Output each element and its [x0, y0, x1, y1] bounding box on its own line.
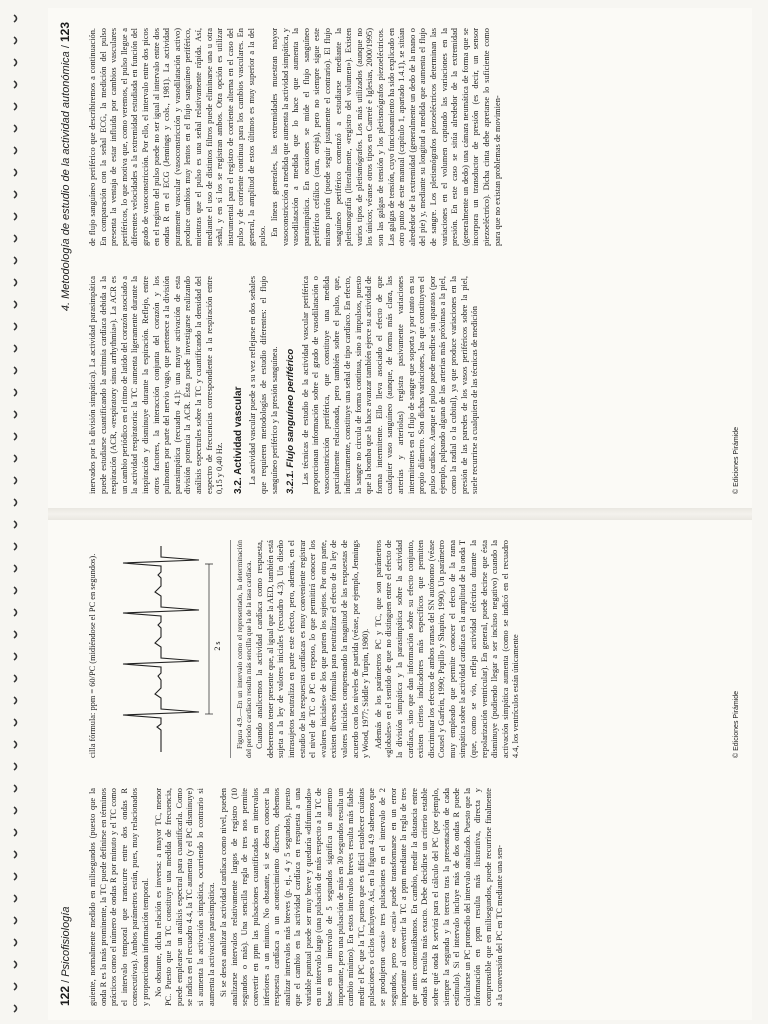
- book-gutter: [48, 508, 752, 520]
- paragraph: cilla fórmula: ppm = 60/PC (midiéndose el PC en segundos).: [88, 553, 97, 758]
- binding-ring: [13, 806, 19, 815]
- binding-ring: [13, 432, 19, 441]
- paragraph: Si se desea analizar la actividad cardíaca como nivel, pueden analizarse intervalos relativamente largos de registro (10 segundos o más). Una sencilla regla de tres nos permite convertir en ppm las pulsaciones cuantificadas en intervalos inferiores a un minuto. No obstante, si se desea conocer la respuesta cardíaca a un acontecimiento discreto, debemos analizar intervalos más breves (p. ej., 4 y 5 segundos), puesto que el cambio en la actividad cardíaca en respuesta a una variable puntual puede ser muy breve y quedaría «difuminado» en un intervalo largo (una pulsación de más respecto a la TC de base en un intervalo de 5 segundos significa un aumento importante, pero una pulsación de más en 30 segundos resulta un cambio mínimo). En estos intervalos breves resulta más fiable medir el PC que la TC, puesto que es difícil establecer cuántas pulsaciones o ciclos incluyen. Así, en la figura 4.9 sabemos que se produjeron «casi» tres pulsaciones en el intervalo de 2 segundos, pero ese «casi» puede transformarse en un error importante al convertir la TC a ppm mediante la regla de tres que antes comentábamos. En cambio, medir la distancia entre ondas R resulta más exacto. Debe decidirse un criterio estable sobre qué onda R servirá para el cálculo del PC (por ejemplo, siempre la segunda y la tercera tras la presentación de cada estímulo). Si el intervalo incluye más de dos ondas R puede calcularse un PC promedio del intervalo analizado. Puesto que la información en ppm resulta más ilustrativa, directa y comprensible que en milisegundos, puede recurrirse finalmente a la conversión del PC en TC mediante una sen-: [219, 788, 504, 1006]
- chapter-title-header: 4. Metodología de estudio de la actividad autonómica: [60, 51, 72, 312]
- binding-ring: [13, 146, 19, 155]
- binding-ring: [13, 278, 19, 287]
- left-page: [48, 520, 752, 1020]
- page-number: 122: [58, 985, 72, 1006]
- left-column-2: [88, 540, 524, 758]
- left-column-1: [88, 788, 507, 1006]
- binding-ring: [13, 476, 19, 485]
- page-number: 123: [58, 22, 72, 43]
- left-footer: © Ediciones Pirámide: [733, 690, 740, 758]
- binding-ring: [13, 630, 19, 639]
- binding-ring: [13, 190, 19, 199]
- binding-ring: [13, 212, 19, 221]
- binding-ring: [13, 740, 19, 749]
- subsection-heading: 3.2.1. Flujo sanguíneo periférico: [285, 348, 297, 494]
- binding-ring: [13, 344, 19, 353]
- binding-ring: [13, 938, 19, 947]
- binding-ring: [13, 520, 19, 529]
- binding-ring: [13, 652, 19, 661]
- binding-ring: [13, 14, 19, 23]
- figure-caption: Figura 4.9.—En un intervalo como el representado, la determinación del periodo cardíaco resulta más sencilla que la de la tasa cardíaca.: [235, 540, 254, 758]
- binding-ring: [13, 410, 19, 419]
- binding-ring: [13, 454, 19, 463]
- binding-ring: [13, 960, 19, 969]
- paragraph: En líneas generales, las extremidades muestran mayor vasoconstricción a medida que aumenta la actividad simpática, y vasodilatación a medida que lo hace que aumenta la parasimpática. En ocasiones se mide el flujo sanguíneo periférico cefálico (cara, oreja), pero no siempre sigue este mismo patrón (puede seguir justamente el contrario). El flujo sanguíneo periférico comenzó a estudiarse mediante la pletismografía (literalmente, «registro del volumen»). Existen varios tipos de pletismógrafos. Los más utilizados (aunque no los únicos; véanse otros tipos en Carreté e Iglesias, 2000/1995) son las galgas de tensión y los pletismógrafos piezoeléctricos. Las galgas de tensión, cuyo funcionamiento ha sido explicado en otro punto de este manual (capítulo 1, apartado 1.4.1), se sitúan alrededor de la extremidad (generalmente un dedo de la mano o del pie) y, mediante su longitud a medida que aumenta el flujo de sangre. Los pletismógrafos piezoeléctricos determinan las variaciones en el volumen captando las variaciones en la presión. En este caso se sitúa alrededor de la extremidad (generalmente un dedo) una cámara neumática de forma que se incorpora un transductor de presión (es decir, un sensor piezoeléctrico). Dicha cinta debe apretarse lo suficiente como para que no existan problemas de movimien-: [270, 28, 502, 246]
- binding-ring: [13, 102, 19, 111]
- binding-ring: [13, 256, 19, 265]
- binding-ring: [13, 498, 19, 507]
- binding-ring: [13, 168, 19, 177]
- section-heading: 3.2. Actividad vascular: [232, 386, 244, 494]
- paragraph: guiente, normalmente medido en milisegundos (puesto que la onda R es la más prominente, la TC puede definirse en términos prácticos como el número de ondas R por minuto y el TC como el intervalo temporal que transcurre entre dos ondas R consecutivas). Ambos parámetros están, pues, muy relacionados y proporcionan información temporal.: [88, 788, 150, 1006]
- figure-ecg: [103, 540, 232, 758]
- binding-ring: [13, 674, 19, 683]
- left-running-head: 122 / Psicofisiología: [58, 906, 72, 1006]
- binding-ring: [13, 300, 19, 309]
- book-title-header: Psicofisiología: [60, 906, 72, 977]
- binding-ring: [13, 916, 19, 925]
- binding-ring: [13, 564, 19, 573]
- paragraph: de flujo sanguíneo periférico que describiremos a continuación. En comparación con la señal ECG, la medición del pulso presenta la ventaja de estar influida por cambios vasculares periféricos, lo que motiva que, como veremos, el pulso llegue a diferentes velocidades a la extremidad estudiada en función del grado de vasoconstricción. Por ello, el intervalo entre dos picos en el registro del pulso puede no ser igual al intervalo entre dos ondas R en el ECG (Jennings y cols., 1981). La actividad puramente vascular (vasoconstricción y vasodilatación activo) produce cambios muy lentos en el flujo sanguíneo periférico, mientras que el pulso es una señal relativamente rápida. Así, mediante el uso de distintos filtros puede eliminarse una u otra señal, y en sí los se registran ambos. Otra opción es utilizar instrumental para el registro de corriente alterna en el caso del pulso y de corriente continua para los cambios vasculares. En general, la amplitud de estos últimos es muy superior a la del pulso.: [88, 28, 267, 246]
- binding-ring: [13, 784, 19, 793]
- binding-ring: [13, 542, 19, 551]
- right-page: [48, 8, 752, 508]
- binding-ring: [13, 36, 19, 45]
- binding-ring: [13, 982, 19, 991]
- binding-ring: [13, 124, 19, 133]
- ecg-trace-figure: [103, 540, 223, 758]
- binding-ring: [13, 828, 19, 837]
- paragraph: No obstante, dicha relación es inversa: a mayor TC, menor PC. Puesto que la TC constituye una medida de frecuencia, puede emplearse un análisis espectral para cuantificarla. Como se indica en el recuadro 4.4, la TC aumenta (y el PC disminuye) si aumenta la activación simpática, ocurriendo lo contrario si aumenta la activación parasimpática.: [153, 788, 216, 1006]
- binding-ring: [13, 608, 19, 617]
- binding-ring: [13, 80, 19, 89]
- time-scale-label: 2 s: [212, 641, 222, 651]
- binding-ring: [13, 234, 19, 243]
- binding-ring: [13, 1004, 19, 1013]
- binding-ring: [13, 762, 19, 771]
- right-footer: © Ediciones Pirámide: [733, 426, 740, 494]
- right-running-head: 4. Metodología de estudio de la actividad autonómica / 123: [58, 22, 72, 312]
- book-spread: [48, 8, 752, 1020]
- binding-ring: [13, 366, 19, 375]
- paragraph: Cuando analicemos la actividad cardíaca como respuesta, deberemos tener presente que, al igual que la AED, también está sujeta a la ley de valores iniciales (recuadro 4.3). Un diseño intrasujetos neutraliza en parte este efecto, pero, además, en el estudio de las respuestas cardíacas es muy conveniente registrar el nivel de TC o PC en reposo, lo que permitirá conocer los «valores iniciales» de los que parten los sujetos. Por otra parte, existen diversas fórmulas para neutralizar el efecto de la ley de valores iniciales compensando la magnitud de las respuestas de acuerdo con los niveles de partida (véase, por ejemplo, Jennings y Wood, 1977; Siddle y Turpin, 1980).: [255, 540, 371, 758]
- paragraph: Además de los parámetros PC y TC, que son parámetros «globales» en el sentido de que no distinguen entre el efecto de la división simpática y la parasimpática sobre la actividad cardíaca, sino que dan información sobre su efecto conjunto, existen ciertos indicadores más específicos que permiten discriminar los efectos de ambos ramas del SN autónomo (véase Cousel y Garfein, 1990; Papillo y Shapiro, 1990). Un parámetro muy empleado que permite conocer el efecto de la rama simpática sobre la actividad cardíaca es la amplitud de la onda T (que, como se vio, refleja actividad eléctrica durante la repolarización ventricular). En general, puede decirse que ésta disminuye (pudiendo llegar a ser incluso negativo) cuando la activación simpática aumenta (como se indicó en el recuadro 4.4, los ventrículos están únicamente: [373, 540, 521, 758]
- paragraph: inervados por la división simpática). La actividad parasimpática puede estudiarse cuantificando la arritmia cardíaca debida a la respiración (ACR, «respiratory sinus arrhythmia»). La ACR es un cambio periódico en el ritmo de latido del corazón asociado a la actividad respiratoria: la TC aumenta ligeramente durante la inspiración y disminuye durante la espiración. Reflejo, entre otros factores, la interacción conjunta del corazón y los pulmones por parte del nervio vago, que pertenece a la división parasimpática (recuadro 4.1): una mayor activación de esta división potencia la ACR. Ésta puede investigarse realizando análisis espectrales sobre la TC y cuantificando la densidad del espectro de frecuencias correspondiente a la respiración entre 0,15 y 0,40 Hz.: [88, 276, 225, 494]
- right-column-1: [88, 276, 483, 494]
- binding-ring: [13, 850, 19, 859]
- binding-ring: [13, 388, 19, 397]
- binding-ring: [13, 58, 19, 67]
- right-column-2: [88, 28, 505, 246]
- binding-ring: [13, 894, 19, 903]
- binding-ring: [13, 718, 19, 727]
- binding-ring: [13, 586, 19, 595]
- binding-ring: [13, 322, 19, 331]
- paragraph: Las técnicas de estudio de la actividad vascular periférica proporcionan información sobre el grado de vasodilatación o vasoconstricción periférica, que constituye una medida parcialmente relacionada, pero también sobre el pulso, que, indirectamente, constituye una señal de tipo cardíaco. En efecto, la sangre no circula de forma continua, sino a impulsos, puesto que la bomba que la hace avanzar también ejerce su actividad de forma intermitente. Ello lleva asociado el efecto de que cualquier vaso sanguíneo (aunque, de forma más clara, las arterias y arteriolas) registra pasivamente variaciones intermitentes en el flujo de sangre que soporta y por tanto en su propio diámetro. Son dichas variaciones, las que constituyen el pulso cardíaco. Aunque el pulso puede medirse sin aparatos (por ejemplo, palpando alguna de las arterias más próximas a la piel, como la radial o la cubital), ya que produce variaciones en la presión de las paredes de los vasos periféricos sobre la piel, suele recurrirse a cualquiera de las técnicas de medición: [300, 276, 480, 494]
- ecg-waveform: [123, 546, 199, 752]
- spiral-binding: [0, 0, 30, 1024]
- binding-ring: [13, 872, 19, 881]
- paragraph: La actividad vascular puede a su vez reflejarse en dos señales que requieren metodologías de estudio diferentes: el flujo sanguíneo periférico y la presión sanguínea.: [248, 276, 279, 494]
- binding-ring: [13, 696, 19, 705]
